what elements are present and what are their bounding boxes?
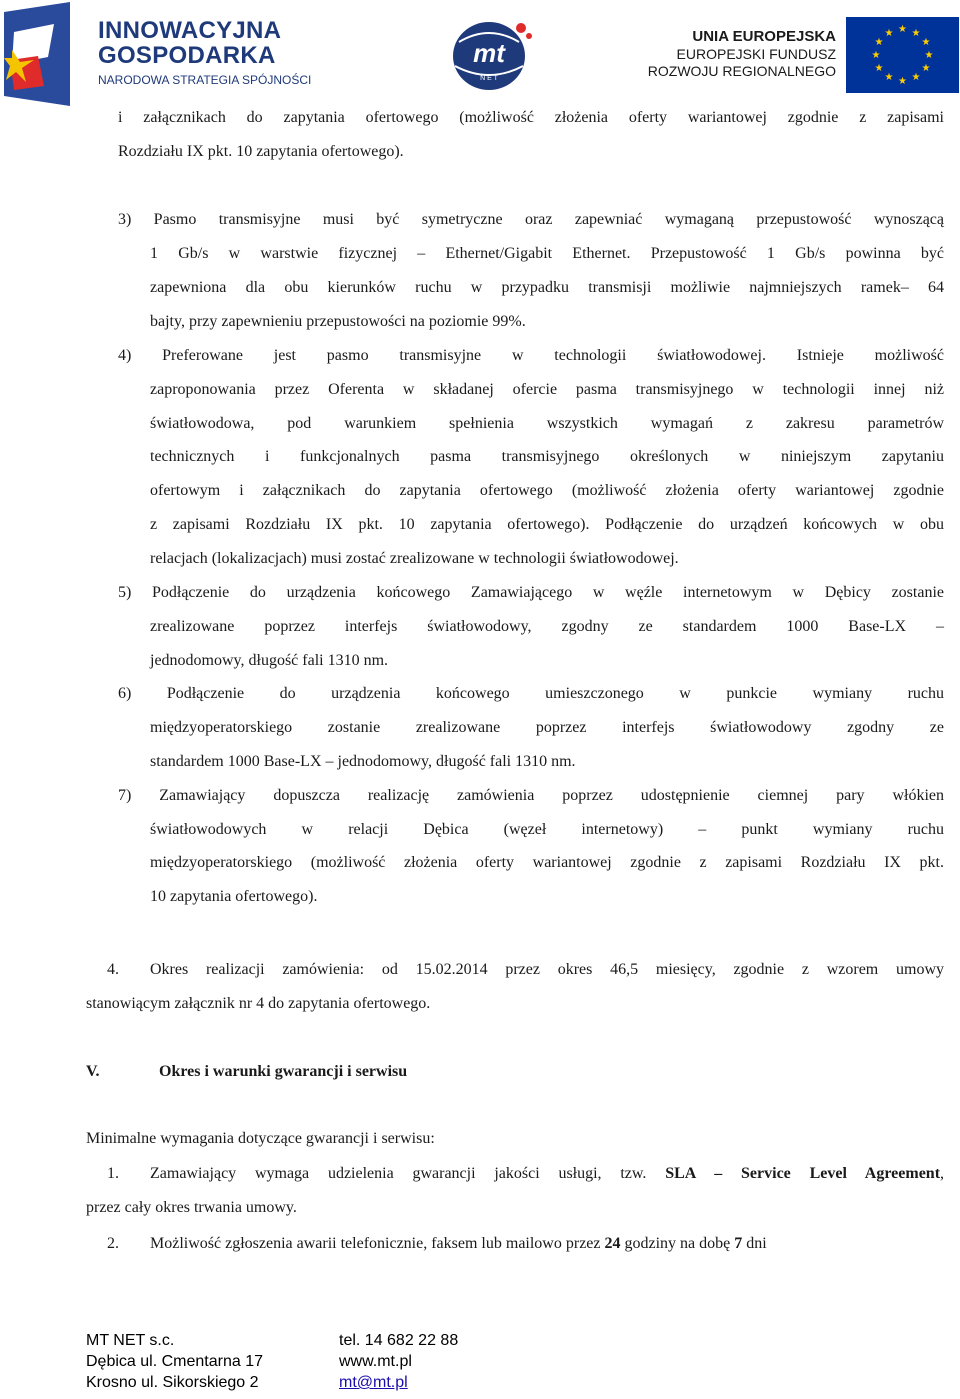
guarantee-1-sla-bold: SLA – Service Level Agreement (665, 1165, 941, 1182)
item-5-line-1: 5) Podłączenie do urządzenia końcowego Zamawiającego w węźle internetowym w Dębicy zostanie (118, 584, 944, 601)
header-left-line1: INNOWACYJNA (98, 17, 282, 44)
footer-left (86, 1330, 263, 1393)
item-3-line-4: bajty, przy zapewnieniu przepustowości na poziomie 99%. (150, 313, 526, 330)
svg-text:★: ★ (921, 63, 931, 74)
innowacyjna-gospodarka-text (98, 18, 311, 87)
guarantee-2-days-bold: 7 (734, 1235, 743, 1252)
guarantee-2-line-1 (150, 1234, 767, 1254)
header-right-line2: EUROPEJSKI FUNDUSZ (676, 46, 836, 62)
item-4-line-6: z zapisami Rozdziału IX pkt. 10 zapytania ofertowego). Podłączenie do urządzeń końcowych w obu (150, 516, 944, 533)
mt-net-logo-icon (445, 14, 537, 94)
item-5-line-2: zrealizowane poprzez interfejs światłowodowy, zgodny ze standardem 1000 Base-LX – (150, 618, 944, 635)
item-6-line-2: międzyoperatorskiego zostanie zrealizowane poprzez interfejs światłowodowy zgodny ze (150, 719, 944, 736)
item-4-line-7: relacjach (lokalizacjach) musi zostać zrealizowane w technologii światłowodowej. (150, 550, 679, 567)
item-4-line-4: technicznych i funkcjonalnych pasma transmisyjnego określonych w niniejszym zapytaniu (150, 448, 944, 465)
header-left-line2: GOSPODARKA (98, 42, 276, 69)
item-7-line-2: światłowodowych w relacji Dębica (węzeł internetowy) – punkt wymiany ruchu (150, 821, 944, 838)
guarantee-2-hours-bold: 24 (604, 1235, 621, 1252)
guarantee-2-number: 2. (107, 1235, 119, 1252)
item-3-line-1: 3) Pasmo transmisyjne musi być symetryczne oraz zapewniać wymaganą przepustowość wynoszącą (118, 211, 944, 228)
footer-website[interactable]: www.mt.pl (339, 1353, 412, 1370)
svg-text:★: ★ (874, 63, 884, 74)
continuation-line-2: Rozdziału IX pkt. 10 zapytania ofertowego). (118, 143, 404, 160)
guarantee-2-text-b: godziny na dobę (624, 1235, 731, 1252)
footer-phone: tel. 14 682 22 88 (339, 1332, 459, 1349)
item-5-line-3: jednodomowy, długość fali 1310 nm. (150, 652, 389, 669)
svg-text:★: ★ (884, 28, 894, 39)
eu-flag-icon (846, 17, 959, 93)
footer-email-link[interactable]: mt@mt.pl (339, 1374, 408, 1391)
svg-text:★: ★ (921, 37, 931, 48)
section-v-title: Okres i warunki gwarancji i serwisu (159, 1063, 408, 1080)
svg-text:★: ★ (911, 28, 921, 39)
guarantee-1-text-b: , (940, 1165, 945, 1182)
item-7-line-1: 7) Zamawiający dopuszcza realizację zamówienia poprzez udostępnienie ciemnej pary włókien (118, 787, 944, 804)
svg-text:★: ★ (898, 76, 907, 87)
svg-text:★: ★ (884, 72, 894, 83)
item-4-line-2: zaproponowania przez Oferenta w składanej ofercie pasma transmisyjnego w technologii innej niż (150, 381, 944, 398)
footer-address-1: Dębica ul. Cmentarna 17 (86, 1353, 263, 1370)
svg-text:★: ★ (911, 72, 921, 83)
continuation-line-1: i załącznikach do zapytania ofertowego (możliwość złożenia oferty wariantowej zgodnie z zapisami (118, 109, 944, 126)
item-4-line-3: światłowodowa, pod warunkiem spełnienia wszystkich wymagań z zakresu parametrów (150, 415, 944, 432)
mt-logo-text: mt (473, 38, 505, 68)
svg-text:★: ★ (898, 24, 907, 35)
item-7-line-3: międzyoperatorskiego (możliwość złożenia oferty wariantowej zgodnie z zapisami Rozdziału IX pkt. (150, 854, 944, 871)
innowacyjna-gospodarka-logo-icon (4, 2, 70, 106)
svg-text:★: ★ (924, 50, 934, 61)
footer-address-2: Krosno ul. Sikorskiego 2 (86, 1374, 259, 1391)
footer-company: MT NET s.c. (86, 1332, 175, 1349)
item-3-line-3: zapewniona dla obu kierunków ruchu w przypadku transmisji możliwie najmniejszych ramek– 64 (150, 279, 944, 296)
svg-text:★: ★ (874, 37, 884, 48)
header-right-line3: ROZWOJU REGIONALNEGO (647, 63, 836, 79)
footer-right (339, 1330, 458, 1393)
item-4-line-1: 4) Preferowane jest pasmo transmisyjne w technologii światłowodowej. Istnieje możliwość (118, 347, 944, 364)
point-4-line-1: Okres realizacji zamówienia: od 15.02.2014 przez okres 46,5 miesięcy, zgodnie z wzorem umowy (150, 961, 944, 978)
item-7-line-4: 10 zapytania ofertowego). (150, 888, 318, 905)
mt-logo-subtext: N E T (480, 75, 498, 82)
header-right-line1: UNIA EUROPEJSKA (692, 28, 836, 45)
guarantee-1-line-2: przez cały okres trwania umowy. (86, 1199, 297, 1216)
minimum-requirements-heading: Minimalne wymagania dotyczące gwarancji i serwisu: (86, 1130, 435, 1147)
point-4-number: 4. (107, 961, 119, 978)
section-v-number: V. (86, 1063, 100, 1080)
svg-text:★: ★ (871, 50, 881, 61)
guarantee-1-line-1 (150, 1164, 944, 1184)
header-left-line3: NARODOWA STRATEGIA SPÓJNOŚCI (98, 73, 312, 87)
item-3-line-2: 1 Gb/s w warstwie fizycznej – Ethernet/Gigabit Ethernet. Przepustowość 1 Gb/s powinna być (150, 245, 944, 262)
guarantee-1-number: 1. (107, 1165, 119, 1182)
guarantee-2-text-c: dni (746, 1235, 767, 1252)
guarantee-1-text-a: Zamawiający wymaga udzielenia gwarancji jakości usługi, tzw. (150, 1165, 647, 1182)
item-6-line-1: 6) Podłączenie do urządzenia końcowego umieszczonego w punkcie wymiany ruchu (118, 685, 944, 702)
item-6-line-3: standardem 1000 Base-LX – jednodomowy, długość fali 1310 nm. (150, 753, 576, 770)
unia-europejska-text (642, 28, 836, 80)
guarantee-2-text-a: Możliwość zgłoszenia awarii telefonicznie, faksem lub mailowo przez (150, 1235, 601, 1252)
point-4-line-2: stanowiącym załącznik nr 4 do zapytania ofertowego. (86, 995, 431, 1012)
item-4-line-5: ofertowym i załącznikach do zapytania ofertowego (możliwość złożenia oferty wariantowej zgodnie (150, 482, 944, 499)
page-header (0, 0, 960, 106)
